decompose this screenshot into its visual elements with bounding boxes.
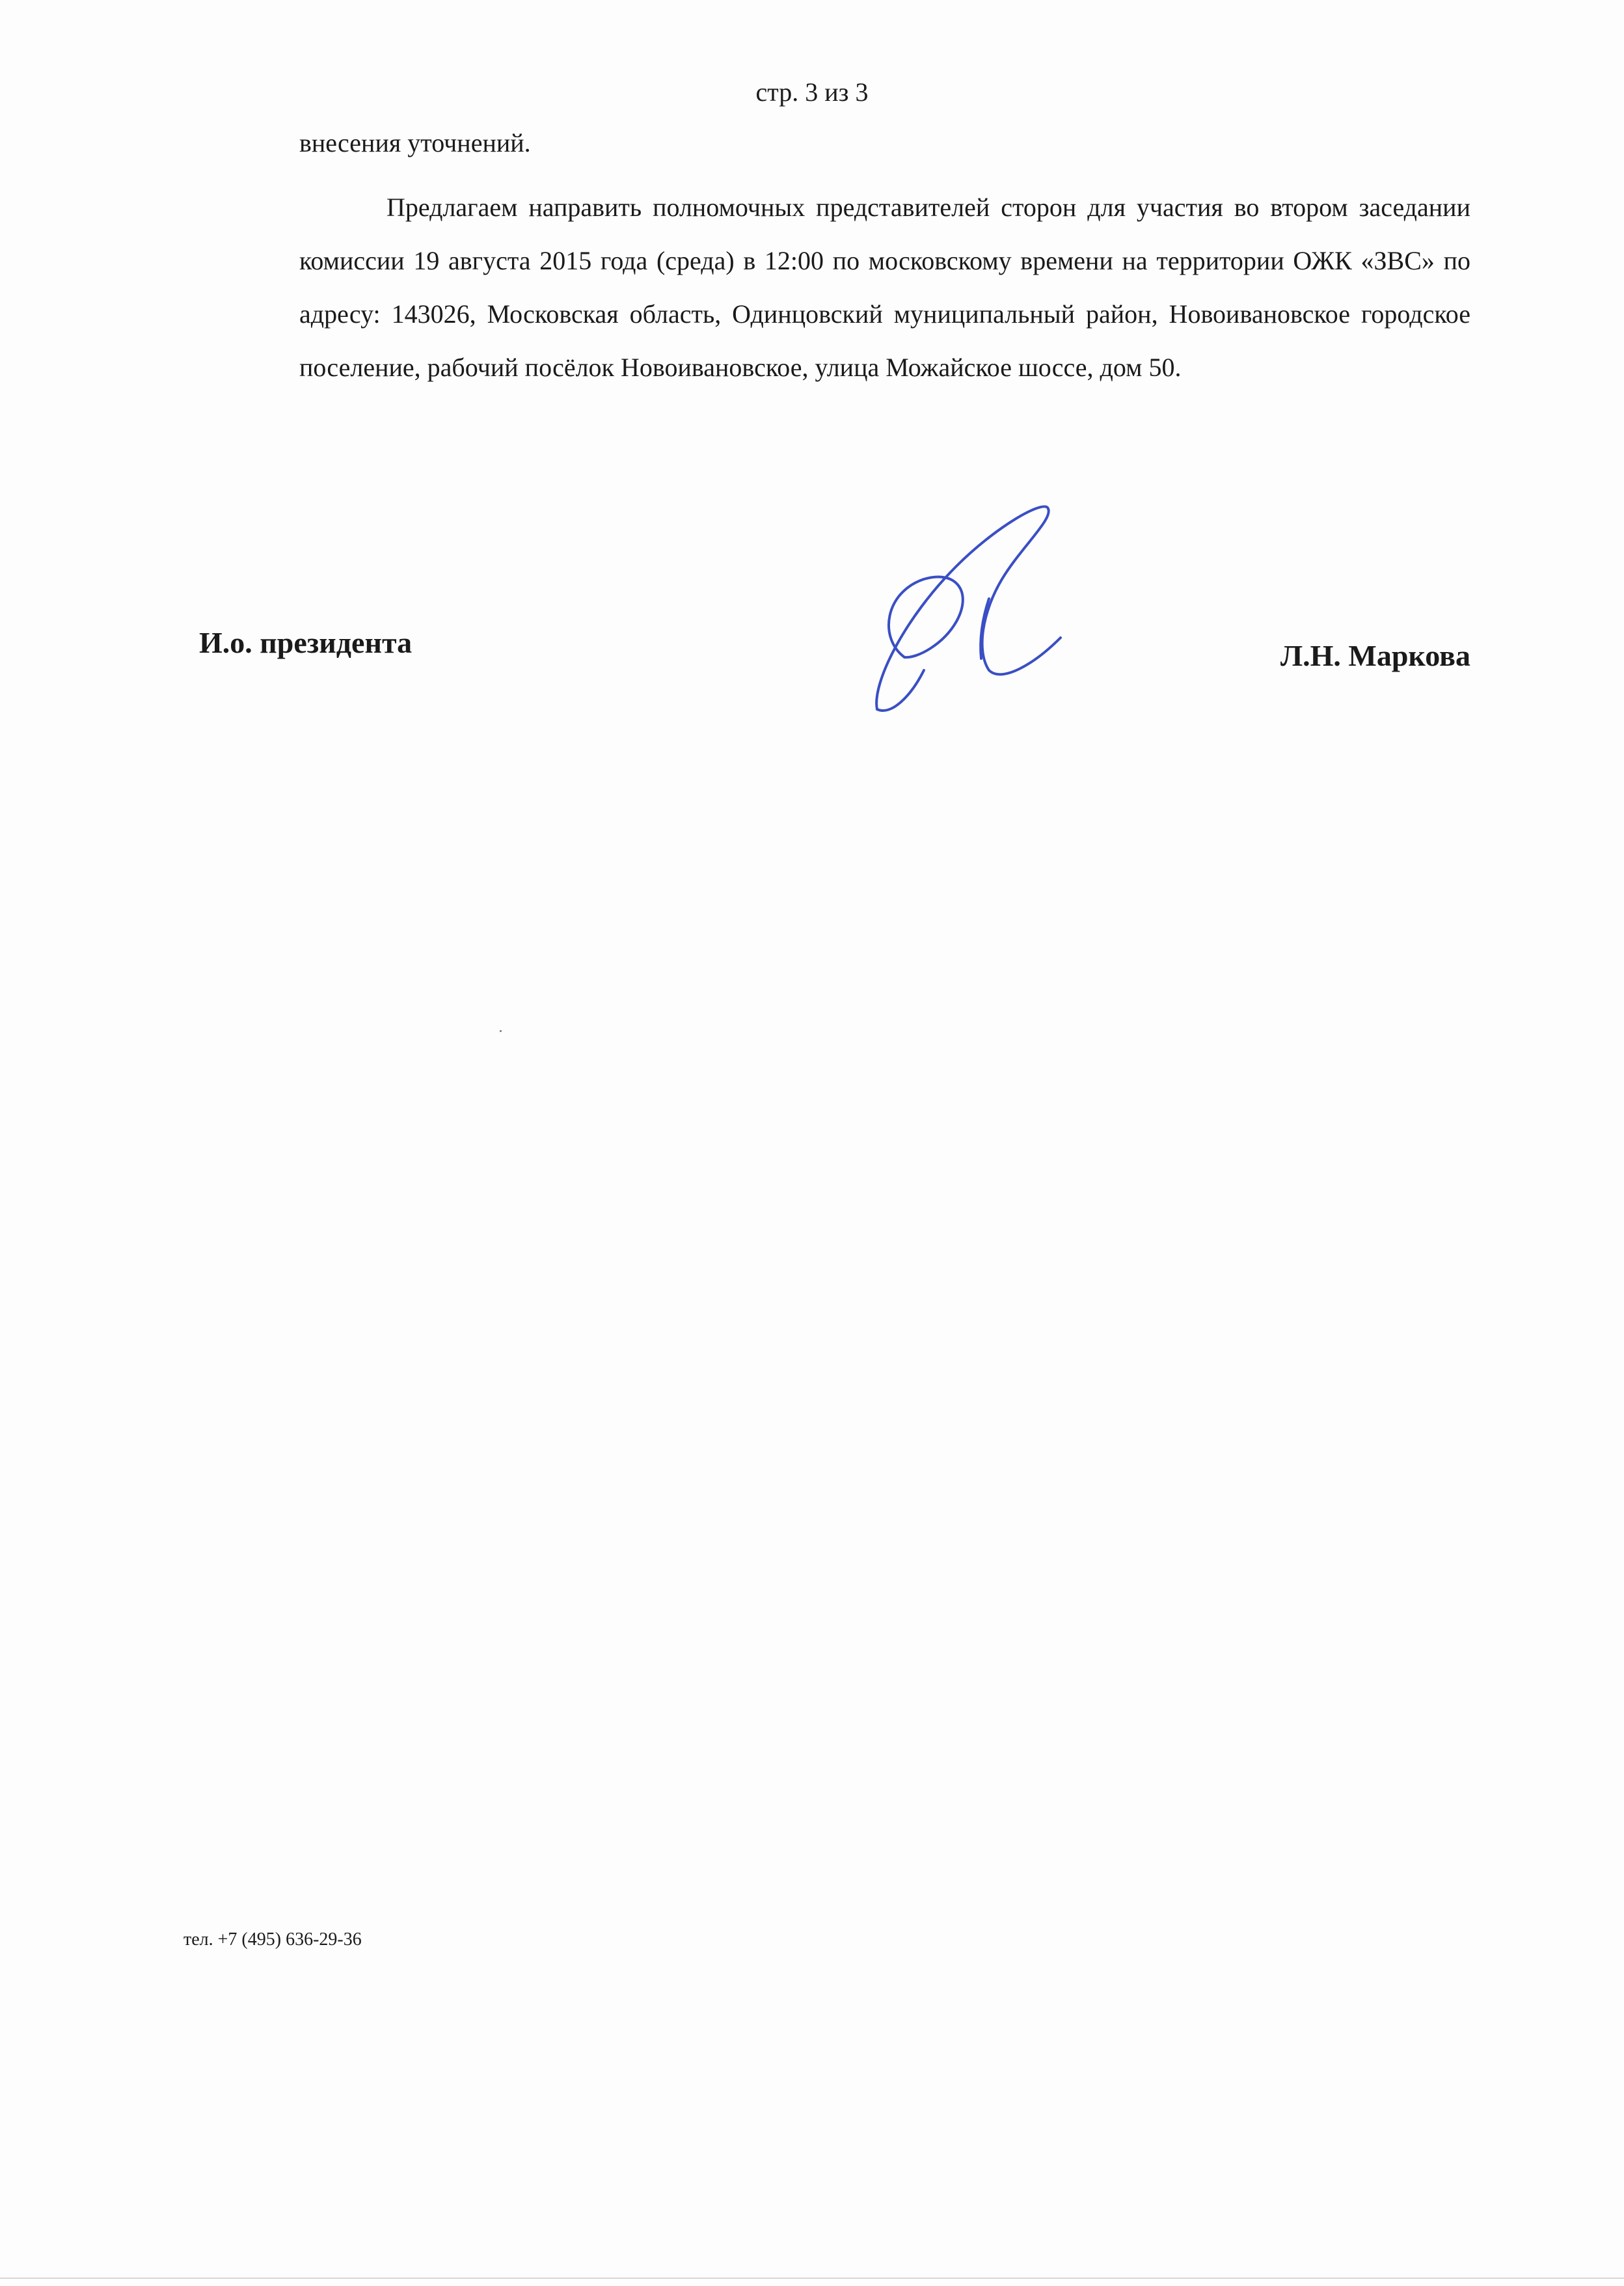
body-paragraph: Предлагаем направить полномочных представителей сторон для участия во втором заседании комиссии 19 августа 2015 года (среда) в 12:00 по московскому времени на территории ОЖК «ЗВС» по адресу: 143026, Московская область, Одинцовский муниципальный район, Новоивановское городское поселение, рабочий посёлок Новоивановское, улица Можайское шоссе, дом 50. xyxy=(299,193,1470,382)
footer-phone: тел. +7 (495) 636-29-36 xyxy=(183,1929,362,1950)
page-number: стр. 3 из 3 xyxy=(755,77,869,107)
page-bottom-edge xyxy=(0,2278,1624,2279)
signature-icon xyxy=(865,488,1080,722)
scan-speck xyxy=(500,1030,502,1032)
continuation-text: внесения уточнений. xyxy=(299,128,531,157)
signatory-name: Л.Н. Маркова xyxy=(1280,639,1470,672)
signatory-title: И.о. президента xyxy=(199,626,413,659)
